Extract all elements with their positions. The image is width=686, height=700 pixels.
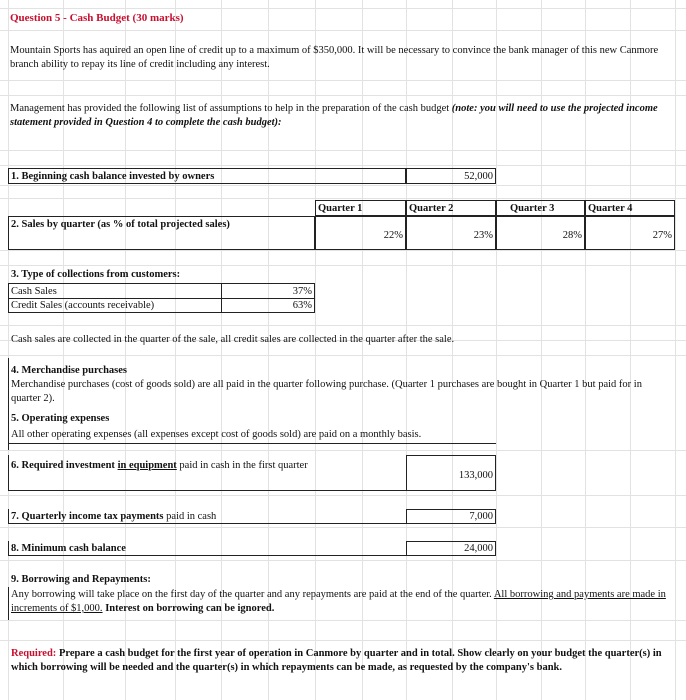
quarter-1-header: Quarter 1 xyxy=(318,203,363,214)
item8-value: 24,000 xyxy=(464,543,493,554)
required-paragraph xyxy=(11,647,671,675)
item7-label xyxy=(11,510,216,523)
management-text: Management has provided the following list of assumptions to help in the preparation of the cash budget xyxy=(10,103,452,114)
credit-sales-label: Credit Sales (accounts receivable) xyxy=(11,300,155,311)
quarter-3-header: Quarter 3 xyxy=(510,203,555,214)
item2-q3-value: 28% xyxy=(562,230,582,241)
credit-sales-value: 63% xyxy=(292,300,312,311)
question-title: Question 5 - Cash Budget (30 marks) xyxy=(10,12,184,24)
collections-note: Cash sales are collected in the quarter of the sale, all credit sales are collected in the quarter after the sale. xyxy=(11,334,455,345)
item6-label-suffix: paid in cash in the first quarter xyxy=(176,460,308,471)
item5-label: 5. Operating expenses xyxy=(11,413,110,424)
item5-text: All other operating expenses (all expenses except cost of goods sold) are paid on a monthly basis. xyxy=(11,429,422,440)
item3-label: 3. Type of collections from customers: xyxy=(11,269,181,280)
item6-value: 133,000 xyxy=(458,470,493,481)
item7-label-bold: 7. Quarterly income tax payments xyxy=(11,511,164,522)
item6-label-prefix: 6. Required investment xyxy=(11,460,118,471)
item7-value: 7,000 xyxy=(469,511,493,522)
item2-label: 2. Sales by quarter (as % of total projected sales) xyxy=(11,219,230,230)
item8-label: 8. Minimum cash balance xyxy=(11,543,126,554)
required-text: Prepare a cash budget for the first year of operation in Canmore by quarter and in total. Show clearly on your budget the quarter(s) in which borrowing will be needed and the quarter(s) in which repayments can be made, as requested by the company's bank. xyxy=(11,648,662,673)
item9-text-underlined: All borrowing and payments are made in increments of $1,000. xyxy=(11,589,666,614)
item2-q2-value: 23% xyxy=(473,230,493,241)
management-paragraph xyxy=(10,102,670,130)
item1-label: 1. Beginning cash balance invested by owners xyxy=(11,171,215,182)
quarter-2-header: Quarter 2 xyxy=(409,203,454,214)
item4-label: 4. Merchandise purchases xyxy=(11,365,127,376)
required-label: Required: xyxy=(11,648,57,659)
quarter-4-header: Quarter 4 xyxy=(588,203,633,214)
item9-text1: Any borrowing will take place on the first day of the quarter and any repayments are paid at the end of the quarter. xyxy=(11,589,494,600)
item1-value: 52,000 xyxy=(464,171,493,182)
item9-text xyxy=(11,588,671,616)
item9-label: 9. Borrowing and Repayments: xyxy=(11,574,151,585)
intro-paragraph: Mountain Sports has aquired an open line of credit up to a maximum of $350,000. It will be necessary to convince the bank manager of this new Canmore branch ability to repay its line of credit including any interest. xyxy=(10,45,659,70)
item5-underline xyxy=(8,443,496,444)
item4-text: Merchandise purchases (cost of goods sold) are all paid in the quarter following purchase. (Quarter 1 purchases are bought in Quarter 1 but paid for in quarter 2). xyxy=(11,379,642,404)
item9-text2: Interest on borrowing can be ignored. xyxy=(102,603,275,614)
cash-sales-label: Cash Sales xyxy=(11,286,57,297)
item7-label-rest: paid in cash xyxy=(163,511,217,522)
management-note: (note: you will need to use the projected income statement provided in Question 4 to complete the cash budget): xyxy=(10,103,658,128)
item6-label-underlined: in equipment xyxy=(117,460,177,471)
item2-q1-value: 22% xyxy=(383,230,403,241)
item6-label xyxy=(11,459,308,472)
item2-q4-value: 27% xyxy=(652,230,672,241)
cash-sales-value: 37% xyxy=(292,286,312,297)
